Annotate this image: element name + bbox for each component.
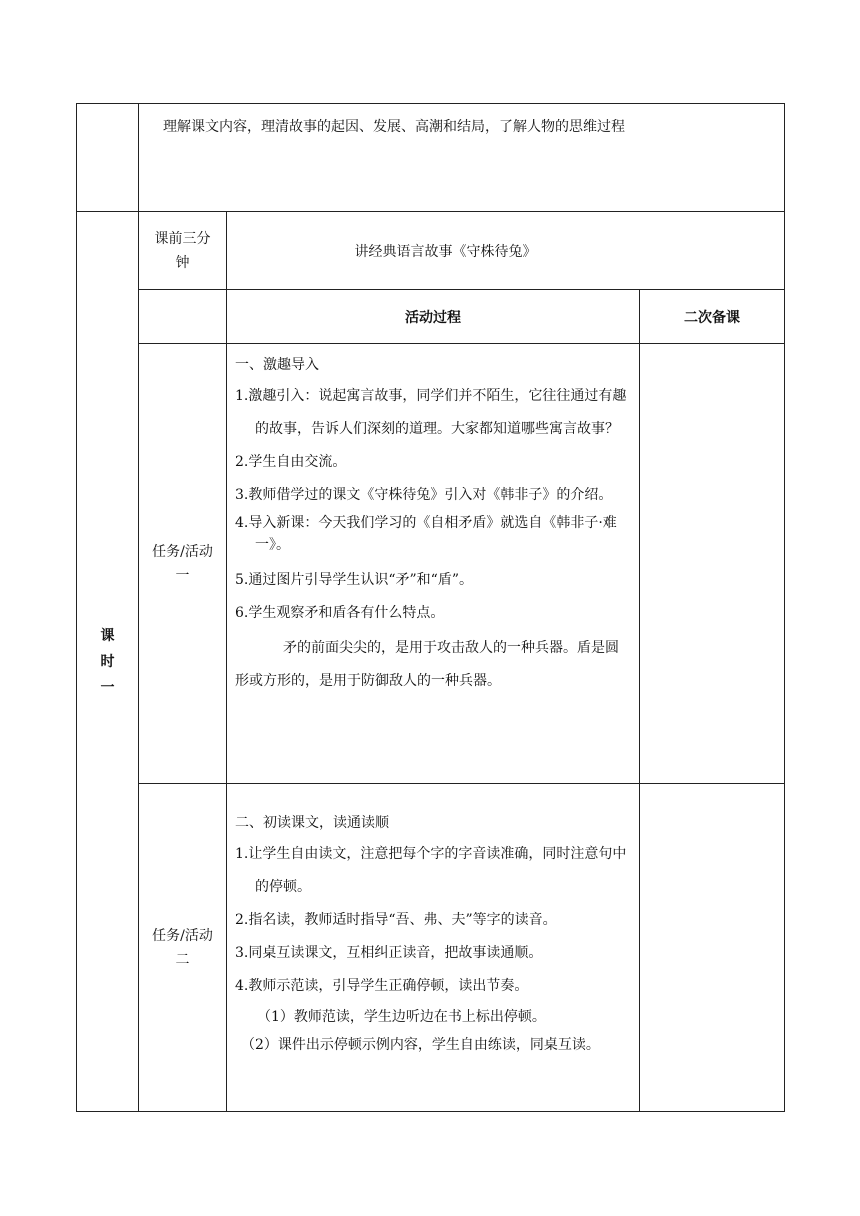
task2-label: 任务/活动 二	[139, 784, 227, 1112]
objective-blank-cell	[77, 104, 139, 212]
task2-item-1: 1.让学生自由读文，注意把每个字的字音读准确，同时注意句中的停顿。	[235, 846, 627, 895]
second-prep-header: 二次备课	[640, 290, 785, 344]
task2-item-3: 3.同桌互读课文，互相纠正读音，把故事读通顺。	[235, 945, 543, 961]
header-blank-cell	[139, 290, 227, 344]
task1-item-3: 3.教师借学过的课文《守株待兔》引入对《韩非子》的介绍。	[235, 487, 613, 503]
task2-item-4: 4.教师示范读，引导学生正确停顿，读出节奏。	[235, 978, 529, 994]
task2-heading: 二、初读课文，读通读顺	[235, 815, 389, 831]
task2-content	[227, 784, 640, 1112]
task2-item-2: 2.指名读，教师适时指导“吾、弗、夫”等字的读音。	[235, 912, 557, 928]
objective-text: 理解课文内容，理清故事的起因、发展、高潮和结局，了解人物的思维过程	[139, 104, 785, 212]
task1-item-5: 5.通过图片引导学生认识“矛”和“盾”。	[235, 572, 473, 588]
objective-row	[77, 104, 785, 212]
task1-heading: 一、激趣导入	[235, 357, 319, 373]
task2-row	[77, 784, 785, 1112]
task1-second-prep	[640, 344, 785, 784]
task1-item-1: 1.激趣引入：说起寓言故事，同学们并不陌生，它往往通过有趣的故事，告诉人们深刻的道理。大家都知道哪些寓言故事？	[235, 388, 627, 437]
task1-paragraph: 矛的前面尖尖的，是用于攻击敌人的一种兵器。盾是圆形或方形的，是用于防御敌人的一种兵器。	[235, 640, 619, 689]
lesson-plan-table	[76, 103, 785, 1112]
task2-second-prep	[640, 784, 785, 1112]
preclass-row	[77, 212, 785, 290]
task1-label: 任务/活动 一	[139, 344, 227, 784]
task1-content	[227, 344, 640, 784]
task1-item-2: 2.学生自由交流。	[235, 454, 347, 470]
preclass-content: 讲经典语言故事《守株待兔》	[227, 212, 785, 290]
preclass-label: 课前三分 钟	[139, 212, 227, 290]
task2-sub-2: （2）课件出示停顿示例内容，学生自由练读，同桌互读。	[241, 1037, 600, 1053]
header-row	[77, 290, 785, 344]
period-label: 课 时 一	[77, 212, 139, 1112]
task2-sub-1: （1）教师范读，学生边听边在书上标出停顿。	[257, 1009, 546, 1025]
task1-item-4: 4.导入新课：今天我们学习的《自相矛盾》就选自《韩非子·难一》。	[235, 515, 617, 553]
task1-row	[77, 344, 785, 784]
task1-item-6: 6.学生观察矛和盾各有什么特点。	[235, 605, 445, 621]
process-header: 活动过程	[227, 290, 640, 344]
